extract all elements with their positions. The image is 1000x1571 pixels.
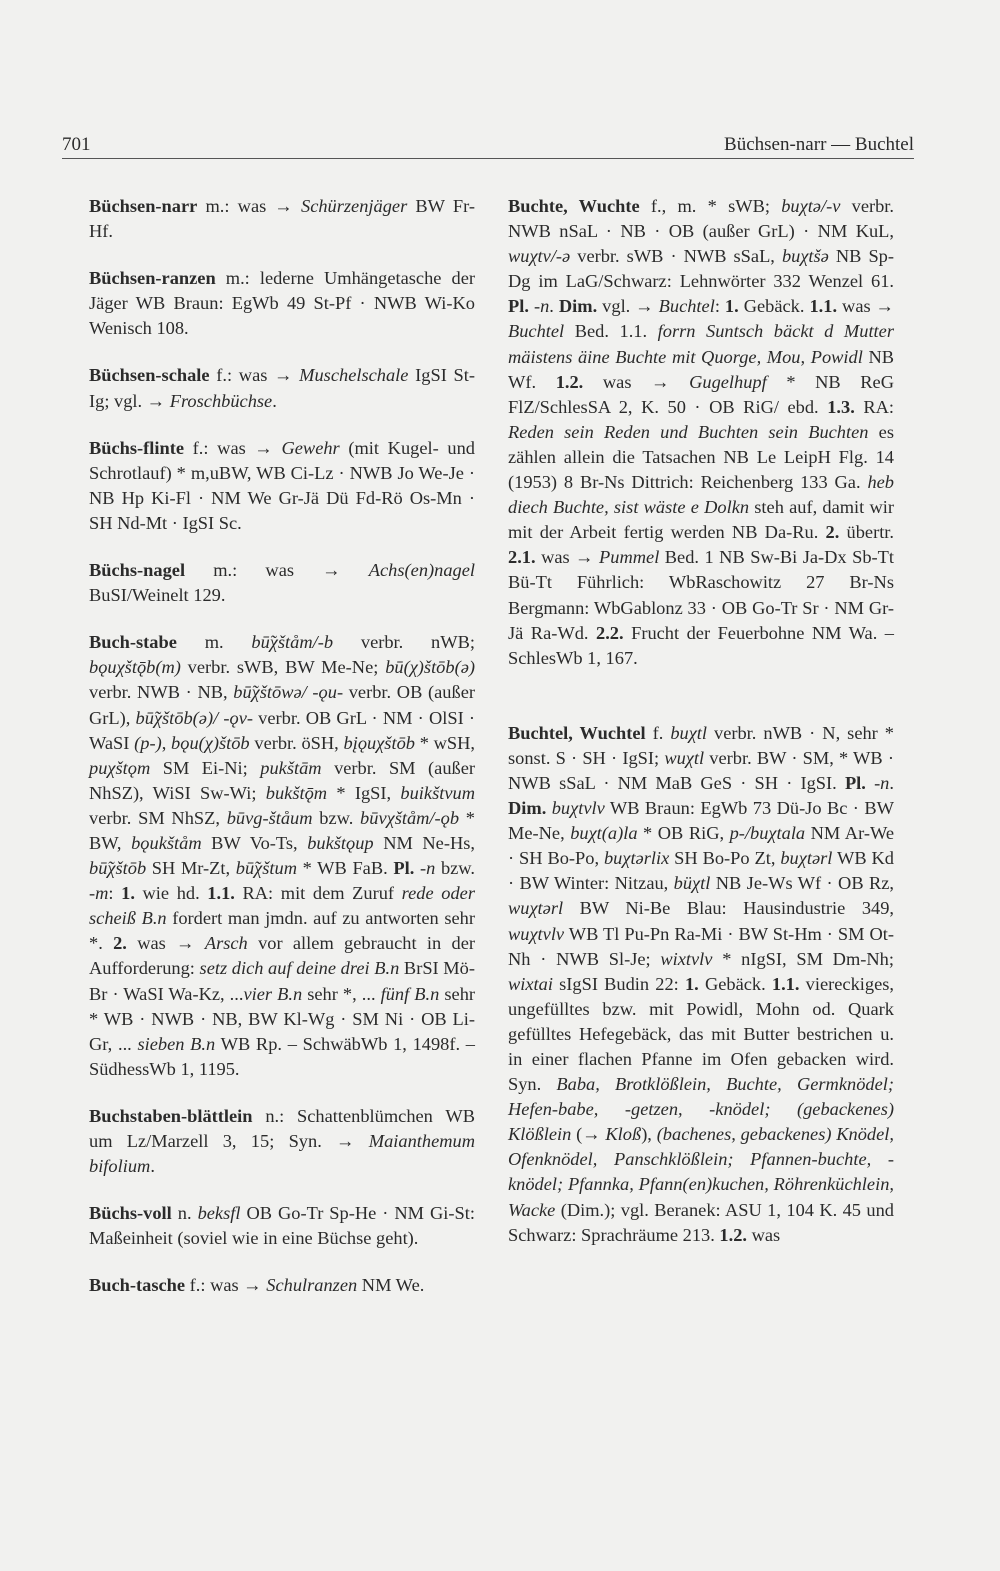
dictionary-entry (89, 558, 475, 608)
left-column (89, 194, 475, 1320)
entry-body: f., m. * sWB; buχtə/-v verbr. NWB nSaL · NB · OB (außer GrL) · NM KuL, wuχtv/-ə verbr. sWB · NWB sSaL, buχtšə NB Sp-Dg im LaG/Schwarz: Lehnwörter 332 Wenzel 61. Pl. -n. Dim. vgl. → Buchtel: 1. Gebäck. 1.1. was → Buchtel Bed. 1.1. forrn Suntsch bäckt d Mutter mäistens äine Buchte mit Quorge, Mou, Powidl NB Wf. 1.2. was → Gugelhupf * NB ReG FlZ/SchlesSA 2, K. 50 · OB RiG/ ebd. 1.3. RA: Reden sein Reden und Buchten sein Buchten es zählen allein die Tatsachen NB Le LeipH Flg. 14 (1953) 8 Br-Ns Dittrich: Reichenberg 133 Ga. heb diech Buchte, sist wäste e Dolkn steh auf, damit wir mit der Arbeit fertig werden NB Da-Ru. 2. übertr. 2.1. was → Pummel Bed. 1 NB Sw-Bi Ja-Dx Sb-Tt Bü-Tt Führlich: WbRaschowitz 27 Br-Ns Bergmann: WbGablonz 33 · OB Go-Tr Sr · NM Gr-Jä Ra-Wd. 2.2. Frucht der Feuerbohne NM Wa. – SchlesWb 1, 167. (508, 196, 895, 668)
page-number: 701 (62, 134, 91, 155)
entry-headword: Büchs-voll (89, 1203, 172, 1224)
entry-headword: Büchsen-ranzen (89, 268, 216, 289)
dictionary-entry (89, 436, 475, 536)
entry-headword: Büchsen-schale (89, 365, 210, 386)
entry-body: f.: was → Gewehr (mit Kugel- und Schrotlauf) * m,uBW, WB Ci-Lz · NWB Jo We-Je · NB Hp Ki-Fl · NM We Gr-Jä Dü Fd-Rö Os-Mn · SH Nd-Mt · IgSI Sc. (89, 437, 475, 533)
dictionary-entry (89, 630, 475, 1082)
dictionary-entry (89, 266, 475, 341)
entry-body: m. bū̃χštåm/-b verbr. nWB; bǫuχštǭb(m) verbr. sWB, BW Me-Ne; bū(χ)štōb(ə) verbr. NWB · NB, bū̃χštōwə/ -ǫu- verbr. OB (außer GrL), bū̃χštōb(ə)/ -ǫv- verbr. OB GrL · NM · OlSI · WaSI (p-), bǫu(χ)štōb verbr. öSH, bįǫuχštōb * wSH, puχštǫm SM Ei-Ni; pukštām verbr. SM (außer NhSZ), WiSI Sw-Wi; bukštǭm * IgSI, buikštvum verbr. SM NhSZ, būvg-štåum bzw. būvχštåm/-ǫb * BW, bǫukštåm BW Vo-Ts, bukštǫup NM Ne-Hs, bū̃χštōb SH Mr-Zt, bū̃χštum * WB FaB. Pl. -n bzw. -m: 1. wie hd. 1.1. RA: mit dem Zuruf rede oder scheiß B.n fordert man jmdn. auf zu antworten sehr *. 2. was → Arsch vor allem gebraucht in der Aufforderung: setz dich auf deine drei B.n BrSI Mö-Br · WaSI Wa-Kz, ...vier B.n sehr *, ... fünf B.n sehr * WB · NWB · NB, BW Kl-Wg · SM Ni · OB Li-Gr, ... sieben B.n WB Rp. – SchwäbWb 1, 1498f. – SüdhessWb 1, 1195. (89, 632, 476, 1079)
dictionary-entry (89, 1104, 475, 1179)
entry-body: f. buχtl verbr. nWB · N, sehr * sonst. S · SH · IgSI; wuχtl verbr. BW · SM, * WB · NWB sSaL · NM MaB GeS · SH · IgSI. Pl. -n. Dim. buχtvlv WB Braun: EgWb 73 Dü-Jo Bc · BW Me-Ne, buχt(a)la * OB RiG, p-/buχtala NM Ar-We · SH Bo-Po, buχtərlix SH Bo-Po Zt, buχtərl WB Kd · BW Winter: Nitzau, büχtl NB Je-Ws Wf · OB Rz, wuχtərl BW Ni-Be Blau: Hausindustrie 349, wuχtvlv WB Tl Pu-Pn Ra-Mi · BW St-Hm · SM Ot-Nh · NWB Sl-Je; wixtvlv * nIgSI, SM Dm-Nh; wixtai sIgSI Budin 22: 1. Gebäck. 1.1. viereckiges, ungefülltes bzw. mit Powidl, Mohn od. Quark gefülltes Hefegebäck, das mit Butter bestrichen u. in einer flachen Pfanne im Ofen gebacken wird. Syn. Baba, Brotklößlein, Buchte, Germknödel; Hefen-babe, -getzen, -knödel; (gebackenes) Klößlein (→ Kloß), (bachenes, gebackenes) Knödel, Ofenknödel, Panschklößlein; Pfannen-buchte, -knödel; Pfannka, Pfann(en)kuchen, Röhrenküchlein, Wacke (Dim.); vgl. Beranek: ASU 1, 104 K. 45 und Schwarz: Sprachräume 213. 1.2. was (508, 722, 894, 1245)
entry-body: f.: was → Schulranzen NM We. (185, 1275, 425, 1296)
entry-body: n. beksfl OB Go-Tr Sp-He · NM Gi-St: Maßeinheit (soviel wie in eine Büchse geht). (89, 1203, 475, 1249)
entry-body: n.: Schattenblümchen WB um Lz/Marzell 3, 15; Syn. → Maianthemum bifolium. (89, 1105, 475, 1177)
entry-body: m.: was → Schürzenjäger BW Fr-Hf. (89, 196, 475, 242)
entry-headword: Büchsen-narr (89, 196, 198, 216)
entry-headword: Buch-tasche (89, 1275, 186, 1296)
entry-headword: Buchstaben-blättlein (89, 1105, 253, 1126)
entry-headword: Büchs-flinte (89, 437, 185, 458)
entry-gap (508, 693, 894, 721)
entry-headword: Büchs-nagel (89, 560, 186, 581)
entry-body: m.: was → Achs(en)nagel BuSI/Weinelt 129. (89, 560, 475, 606)
entry-body: f.: was → Muschelschale IgSI St-Ig; vgl. → Froschbüchse. (89, 365, 475, 411)
entry-headword: Buchtel, Wuchtel (508, 722, 646, 743)
header-rule (62, 158, 914, 159)
running-head: Büchsen-narr — Buchtel (724, 134, 914, 155)
right-column (508, 194, 894, 1270)
dictionary-entry (508, 194, 894, 671)
dictionary-entry (89, 1201, 475, 1251)
entry-headword: Buch-stabe (89, 632, 177, 653)
dictionary-entry (89, 194, 475, 244)
entry-body: m.: lederne Umhängetasche der Jäger WB Braun: EgWb 49 St-Pf · NWB Wi-Ko Wenisch 108. (89, 268, 475, 339)
dictionary-entry (89, 363, 475, 413)
dictionary-entry (508, 721, 894, 1248)
dictionary-entry (89, 1273, 475, 1298)
entry-headword: Buchte, Wuchte (508, 196, 640, 216)
